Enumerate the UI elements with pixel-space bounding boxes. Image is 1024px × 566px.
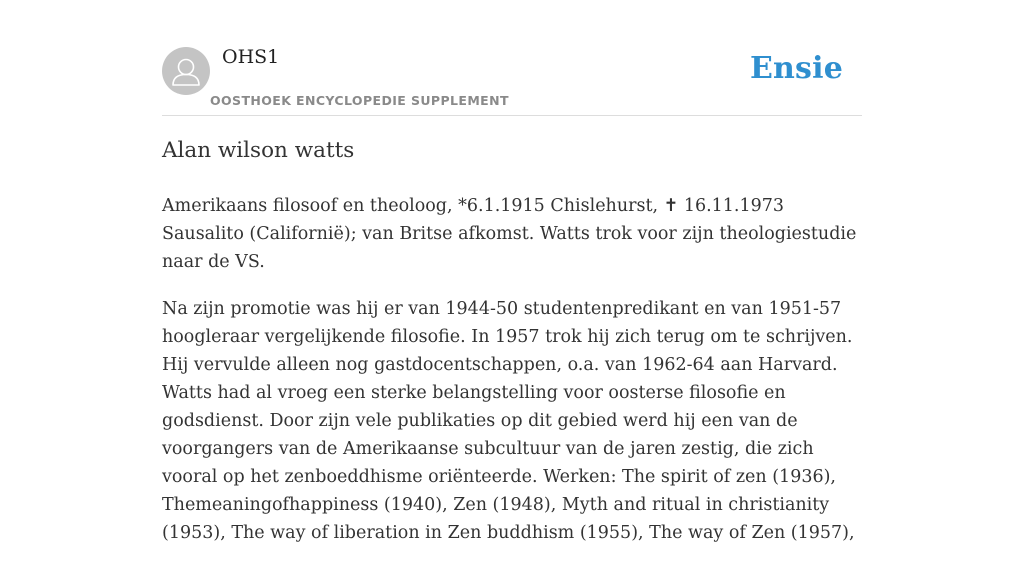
user-avatar-icon[interactable]	[162, 47, 210, 95]
article-paragraph: Na zijn promotie was hij er van 1944-50 studentenpredikant en van 1951-57 hoogleraar vergelijkende filosofie. In 1957 trok hij zich terug om te schrijven. Hij vervulde alleen nog gastdocentschappen, o.a. van 1962-64 aan Harvard. Watts had al vroeg een sterke belangstelling voor oosterse filosofie en godsdienst. Door zijn vele publikaties op dit gebied werd hij een van de voorgangers van de Amerikaanse subcultuur van de jaren zestig, die zich vooral op het zenboeddhisme oriënteerde. Werken: The spirit of zen (1936), Themeaningofhappiness (1940), Zen (1948), Myth and ritual in christianity (1953), The way of liberation in Zen buddhism (1955), The way of Zen (1957),	[162, 299, 855, 543]
article-body	[162, 192, 868, 566]
page-title: Alan wilson watts	[162, 138, 355, 163]
article-paragraph: Amerikaans filosoof en theoloog, *6.1.1915 Chislehurst, ✝ 16.11.1973 Sausalito (Californië); van Britse afkomst. Watts trok voor zijn theologiestudie naar de VS.	[162, 196, 857, 272]
source-code-link[interactable]: OHS1	[222, 46, 280, 68]
source-name: OOSTHOEK ENCYCLOPEDIE SUPPLEMENT	[210, 93, 509, 108]
brand-logo[interactable]: Ensie	[749, 51, 843, 86]
article-header	[162, 46, 862, 116]
